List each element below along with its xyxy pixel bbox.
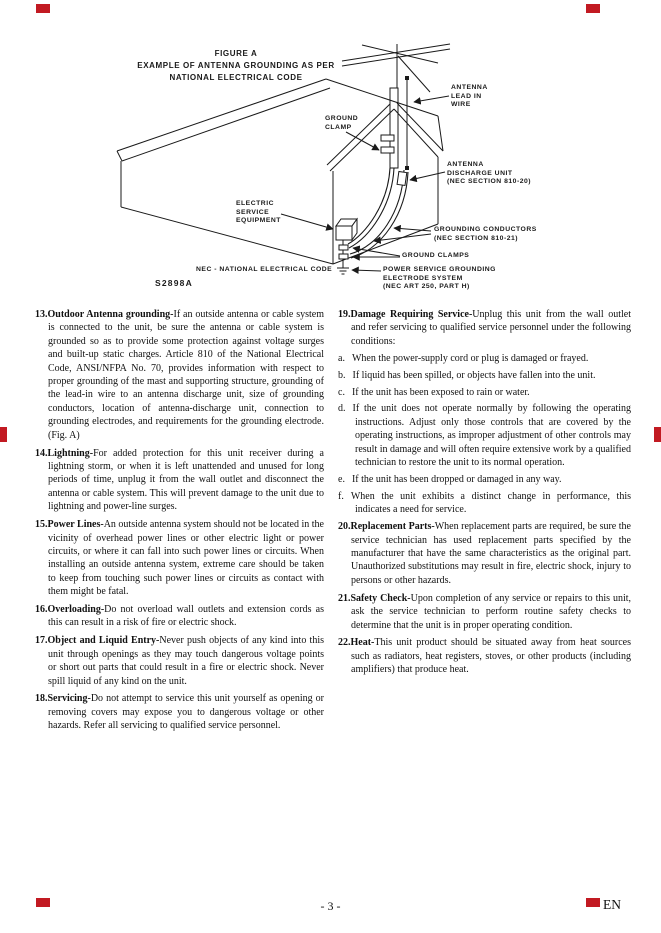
sub-letter: a. [338,352,345,364]
label-line: SERVICE [236,208,270,216]
label-ground-clamp [325,115,358,132]
item-number: 20. [338,521,351,533]
label-power-service-grounding [383,266,496,292]
item-number: 22. [338,637,351,649]
figure-line-art [0,0,661,302]
label-line: LEAD IN [451,92,482,100]
figure-subtitle-line1: EXAMPLE OF ANTENNA GROUNDING AS PER [137,61,335,70]
sub-letter: c. [338,386,345,398]
item-title: Power Lines- [47,519,104,531]
item-title: Replacement Parts- [350,521,435,533]
figure-code: S2898A [155,278,193,288]
label-line: EQUIPMENT [236,217,281,225]
item-body: Upon completion of any service or repairs to this unit, ask the service technician to perform routine safety checks to determine that the unit is in proper operating condition. [351,592,631,631]
label-line: GROUNDING CONDUCTORS [434,226,537,233]
figure-caption [86,48,386,84]
item-body: For added protection for this unit receiver during a lightning storm, or when it is left unattended and unused for long periods of time, unplug it from the wall outlet and disconnect the antenna or cable system. This will prevent damage to the unit due to lightning and power-line surges. [48,447,324,513]
figure-title: FIGURE A [214,49,258,58]
label-line: ANTENNA [447,161,484,168]
sub-text: If liquid has been spilled, or objects have fallen into the unit. [352,369,596,381]
instruction-item-20 [338,520,631,587]
item-title: Safety Check- [350,592,411,604]
instruction-item-22 [338,636,631,676]
sub-text: If the unit has been exposed to rain or water. [351,386,530,398]
instruction-item-13 [35,308,324,442]
label-line: ANTENNA [451,84,488,91]
label-antenna-discharge-unit [447,161,531,187]
label-line: GROUND CLAMPS [402,252,470,259]
item-title: Lightning- [47,447,94,459]
sub-letter: b. [338,369,346,381]
label-nec-note: NEC - NATIONAL ELECTRICAL CODE [196,266,333,273]
item-number: 16. [35,604,48,616]
label-line: ELECTRIC [236,200,274,207]
label-line: GROUND [325,115,359,122]
label-line: ELECTRODE SYSTEM [383,274,463,282]
instruction-item-21 [338,592,631,632]
sub-letter: f. [338,490,344,502]
label-antenna-lead-in-wire [451,84,488,110]
item-body: An outside antenna system should not be located in the vicinity of overhead power lines or other electric light or power circuits, or where it can fall into such power lines or circuits. When installing an outside antenna system, extreme care should be taken to keep from touching such power lines or circuits as contact with them might be fatal. [48,519,324,598]
sub-letter: d. [338,403,346,415]
registration-mark [654,427,661,442]
instruction-item-15 [35,518,324,598]
leader-arrows [281,96,449,271]
item-number: 19. [338,309,351,320]
item-number: 18. [35,693,48,705]
sub-text: When the unit exhibits a distinct change in performance, this indicates a need for service. [350,490,631,516]
instruction-subitem-d [338,402,631,469]
item-body: If an outside antenna or cable system is connected to the unit, be sure the antenna or cable system is grounded so as to provide some protection against voltage surges and built-up static charges. Article 810 of the National Electrical Code, ANSI/NFPA No. 70, provides information with respect to proper grounding of the mast and supporting structure, grounding of the lead-in wire to an antenna discharge unit, size of grounding conductors, location of antenna-discharge unit, connection to grounding electrodes, and requirements for the grounding electrode. (Fig. A) [48,309,325,441]
item-title: Outdoor Antenna grounding- [47,309,174,320]
instruction-item-16 [35,603,324,630]
instruction-subitem-f [338,490,631,517]
label-line: CLAMP [325,123,352,131]
item-number: 13. [35,309,48,320]
figure-subtitle-line2: NATIONAL ELECTRICAL CODE [169,73,303,82]
item-body: When replacement parts are required, be sure the service technician has used replacement parts specified by the manufacturer that have the same characteristics as the original part. Unauthorized substitutions may result in fire, electric shock, injury to persons or other hazards. [351,521,631,586]
label-line: (NEC SECTION 810-20) [447,178,532,186]
instructions-right-column [338,308,631,681]
item-title: Servicing- [47,693,91,705]
antenna-discharge-unit-box [397,172,407,186]
label-line: (NEC SECTION 810-21) [434,234,519,242]
label-line: POWER SERVICE GROUNDING [383,266,496,273]
registration-mark [0,427,7,442]
item-number: 15. [35,519,48,531]
instruction-subitem-b [338,369,631,382]
item-title: Overloading- [47,604,105,616]
instructions-left-column [35,308,324,737]
item-body: Do not attempt to service this unit yourself as opening or removing covers may expose you to dangerous voltage or other hazards. Refer all servicing to qualified service personnel. [48,693,324,732]
instruction-subitem-a [338,352,631,365]
item-title: Damage Requiring Service- [350,309,473,320]
ground-clamps-and-electrode [337,245,349,274]
instruction-subitem-c [338,386,631,399]
label-electric-service-equipment [236,200,281,226]
instruction-subitem-e [338,473,631,486]
item-title: Heat- [350,637,375,649]
item-body: Unplug this unit from the wall outlet and refer servicing to qualified service personnel under the following conditions: [351,309,631,347]
instruction-item-17 [35,634,324,688]
instruction-item-18 [35,692,324,732]
item-title: Object and Liquid Entry- [47,635,160,647]
item-number: 14. [35,447,48,459]
label-grounding-conductors [434,226,537,243]
item-body: Do not overload wall outlets and extension cords as this can result in a risk of fire or electric shock. [48,604,324,629]
language-code: EN [603,897,621,912]
label-ground-clamps [402,252,469,261]
label-line: WIRE [451,101,471,109]
label-line: DISCHARGE UNIT [447,169,513,177]
item-number: 17. [35,635,48,647]
sub-text: If the unit does not operate normally by following the operating instructions. Adjust only those controls that are covered by the operating instructions, as improper adjustment of other controls may result in damage and will often require extensive work by a qualified technician to restore the unit to its normal operation. [352,403,631,469]
item-body: This unit product should be situated away from heat sources such as radiators, heat registers, stoves, or other products (including amplifiers) that produce heat. [351,637,631,676]
label-line: (NEC ART 250, PART H) [383,283,470,291]
sub-text: When the power-supply cord or plug is damaged or frayed. [351,352,589,364]
instruction-item-14 [35,447,324,514]
sub-letter: e. [338,473,345,485]
item-body: Never push objects of any kind into this unit through openings as they may touch dangerous voltage points or short out parts that could result in a fire or electric shock. Never spill liquid of any kind on the unit. [48,635,324,687]
instruction-item-19 [338,308,631,348]
antenna-mast [381,76,409,170]
item-number: 21. [338,592,351,604]
page-number: - 3 - [320,899,341,913]
figure-antenna-grounding [0,0,661,302]
sub-text: If the unit has been dropped or damaged in any way. [351,473,562,485]
